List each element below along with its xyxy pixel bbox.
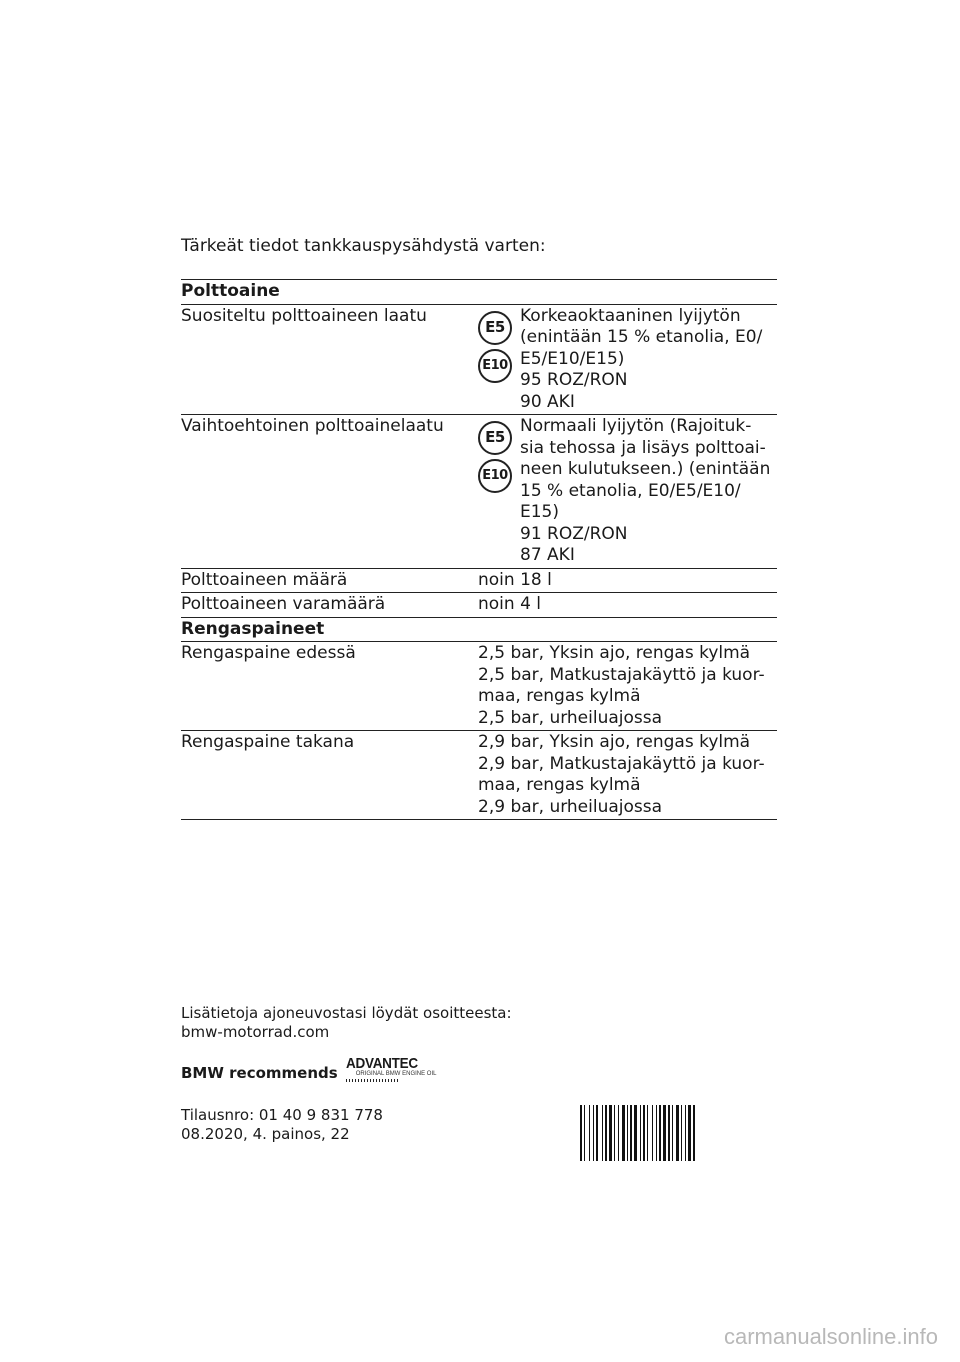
watermark-text: carmanualsonline.info — [723, 1324, 938, 1349]
intro-heading: Tärkeät tiedot tankkauspysähdystä varten: — [181, 236, 546, 256]
fuel-reserve-row — [181, 592, 777, 617]
value-line: maa, rengas kylmä — [478, 775, 641, 795]
e10-fuel-icon: E10 — [478, 349, 512, 383]
alternative-fuel-label: Vaihtoehtoinen polttoainelaatu — [181, 416, 444, 436]
fuel-grade-icons — [478, 416, 520, 567]
advantec-logo-text: ADVANTEC — [345, 1055, 418, 1072]
alternative-fuel-value — [520, 416, 777, 567]
recommends-block — [181, 1056, 436, 1082]
value-line: maa, rengas kylmä — [478, 686, 641, 706]
section-tyres-row — [181, 617, 777, 642]
order-info-block — [181, 1106, 383, 1144]
order-number: Tilausnro: 01 40 9 831 778 — [181, 1106, 383, 1124]
e5-fuel-icon: E5 — [478, 311, 512, 345]
front-tyre-row — [181, 641, 777, 730]
value-line: 2,5 bar, Matkustajakäyttö ja kuor- — [478, 664, 765, 685]
value-line: E15) — [520, 502, 560, 522]
value-line: 91 ROZ/RON — [520, 523, 628, 544]
value-line: (enintään 15 % etanolia, E0/ — [520, 327, 763, 347]
section-fuel-row — [181, 279, 777, 304]
barcode-icon — [579, 1105, 777, 1161]
rear-tyre-row — [181, 730, 777, 820]
fuel-quantity-label: Polttoaineen määrä — [181, 569, 348, 590]
value-line: 2,5 bar, urheiluajossa — [478, 707, 663, 728]
e10-fuel-icon: E10 — [478, 459, 512, 493]
value-line: 95 ROZ/RON — [520, 370, 628, 390]
recommended-fuel-label: Suositeltu polttoaineen laatu — [181, 305, 427, 326]
e5-fuel-icon: E5 — [478, 421, 512, 455]
section-fuel-title: Polttoaine — [181, 281, 280, 301]
rear-tyre-value — [478, 732, 777, 818]
value-line: 2,9 bar, urheiluajossa — [478, 796, 663, 817]
fuel-quantity-value: noin 18 l — [478, 569, 552, 590]
fuel-reserve-value: noin 4 l — [478, 594, 542, 614]
fuel-quantity-row — [181, 568, 777, 593]
edition-info: 08.2020, 4. painos, 22 — [181, 1125, 350, 1143]
value-line: 87 AKI — [520, 545, 575, 565]
recommends-label: BMW recommends — [181, 1064, 338, 1082]
value-line: Korkeaoktaaninen lyijytön — [520, 305, 741, 326]
value-line: 2,5 bar, Yksin ajo, rengas kylmä — [478, 643, 751, 663]
value-line: Normaali lyijytön (Rajoituk- — [520, 416, 752, 436]
recommended-fuel-row — [181, 304, 777, 415]
value-line: sia tehossa ja lisäys polttoai- — [520, 437, 766, 458]
more-info-block — [181, 1004, 512, 1042]
website-link[interactable]: bmw-motorrad.com — [181, 1023, 330, 1041]
value-line: 15 % etanolia, E0/E5/E10/ — [520, 480, 741, 501]
fuel-grade-icons — [478, 306, 520, 414]
fuel-reserve-label: Polttoaineen varamäärä — [181, 594, 386, 614]
value-line: E5/E10/E15) — [520, 348, 625, 369]
logo-stripe-graphic — [346, 1079, 398, 1082]
refuel-info-table — [181, 279, 777, 820]
front-tyre-label: Rengaspaine edessä — [181, 643, 356, 663]
value-line: neen kulutukseen.) (enintään — [520, 459, 771, 479]
advantec-logo-subtitle: ORIGINAL BMW ENGINE OIL — [355, 1071, 437, 1077]
value-line: 90 AKI — [520, 391, 575, 412]
recommended-fuel-value — [520, 306, 777, 414]
advantec-logo — [346, 1056, 437, 1082]
value-line: 2,9 bar, Yksin ajo, rengas kylmä — [478, 732, 751, 752]
section-tyres-title: Rengaspaineet — [181, 618, 325, 639]
more-info-text: Lisätietoja ajoneuvostasi löydät osoitteesta: — [181, 1004, 512, 1022]
rear-tyre-label: Rengaspaine takana — [181, 732, 355, 752]
front-tyre-value — [478, 643, 777, 729]
value-line: 2,9 bar, Matkustajakäyttö ja kuor- — [478, 753, 765, 774]
alternative-fuel-row — [181, 414, 777, 568]
